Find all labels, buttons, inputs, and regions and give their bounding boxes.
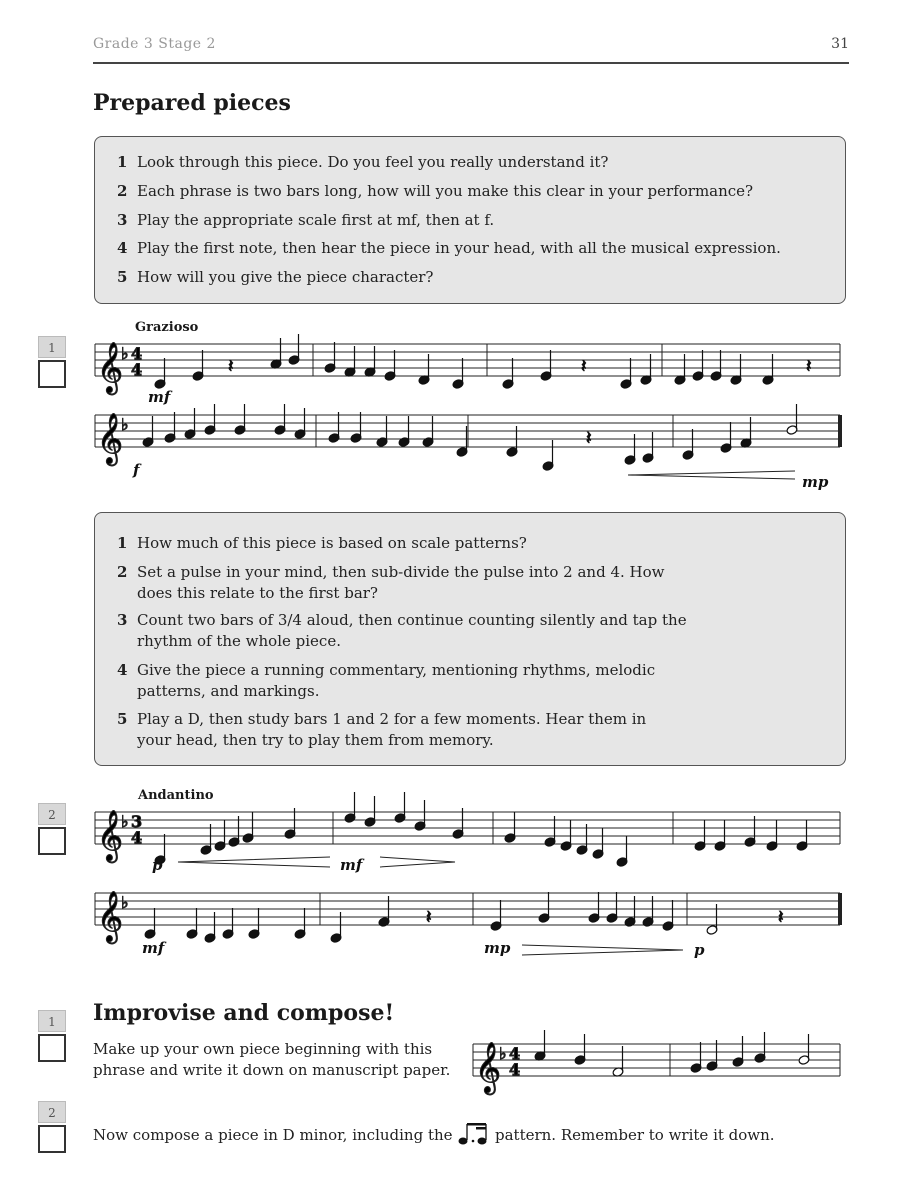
svg-text:4: 4 <box>131 828 143 847</box>
svg-text:4: 4 <box>131 360 143 379</box>
treble-clef-icon: 𝄞 <box>97 810 124 861</box>
svg-text:4: 4 <box>509 1060 521 1079</box>
dynamic-f: f <box>133 461 140 479</box>
section-title-improvise: Improvise and compose! <box>93 1000 395 1026</box>
flat-key-signature-icon: ♭ <box>121 415 129 434</box>
header-grade-stage: Grade 3 Stage 2 <box>93 36 216 52</box>
hairpin <box>522 945 683 955</box>
staff-system <box>95 342 840 395</box>
staff-system <box>473 1042 840 1095</box>
rest-icon: 𝄽 <box>778 907 784 928</box>
rest-icon: 𝄽 <box>806 356 812 377</box>
dynamic-mp: mp <box>802 473 829 491</box>
dynamic-mf: mf <box>340 856 363 874</box>
time-signature-icon: 4 <box>509 1044 521 1063</box>
rest-icon: 𝄽 <box>586 428 592 449</box>
flat-key-signature-icon: ♭ <box>121 893 129 912</box>
task-number: 2 <box>38 1101 66 1123</box>
hairpin <box>380 857 455 867</box>
task-2-text-after: pattern. Remember to write it down. <box>495 1126 775 1144</box>
time-signature-icon: 3 <box>131 812 143 831</box>
flat-key-signature-icon: ♭ <box>499 1044 507 1063</box>
dynamic-mf: mf <box>148 388 171 406</box>
page-number: 31 <box>831 36 849 52</box>
section-title-prepared-pieces: Prepared pieces <box>93 90 291 116</box>
task-2-text-before: Now compose a piece in D minor, including the <box>93 1126 453 1144</box>
hairpin <box>178 857 330 867</box>
rhythm-pattern-icon <box>459 1123 486 1144</box>
hairpin <box>628 471 795 479</box>
treble-clef-icon: 𝄞 <box>97 413 124 464</box>
questions-box-2: 1 How much of this piece is based on scale patterns? 2 Set a pulse in your mind, then sub-divide the pulse into 2 and 4. How does this relate to the first bar? 3 Count two bars of 3/4 aloud, then continue counting silently and tap the rhythm of the whole piece. 4 Give the piece a running commentary, mentioning rhythms, melodic patterns, and markings. 5 Play a D, then study bars 1 and 2 for a few moments. Hear them in your head, then try to play them from memory. <box>94 512 846 766</box>
dynamic-p: p <box>152 856 163 874</box>
time-signature-icon: 4 <box>131 344 143 363</box>
treble-clef-icon: 𝄞 <box>97 891 124 942</box>
rest-icon: 𝄽 <box>426 907 432 928</box>
staff-system <box>95 413 840 466</box>
tempo-marking: Grazioso <box>135 320 199 335</box>
treble-clef-icon: 𝄞 <box>97 342 124 393</box>
piece-number: 1 <box>38 336 66 358</box>
dynamic-mf: mf <box>142 939 165 957</box>
piece-number: 2 <box>38 803 66 825</box>
treble-clef-icon: 𝄞 <box>475 1042 502 1093</box>
questions-box-1: 1 Look through this piece. Do you feel you really understand it? 2 Each phrase is two bars long, how will you make this clear in your performance? 3 Play the appropriate scale first at mf, then at f. 4 Play the first note, then hear the piece in your head, with all the musical expression. 5 How will you give the piece character? <box>94 136 846 304</box>
rest-icon: 𝄽 <box>581 356 587 377</box>
tempo-marking: Andantino <box>138 788 214 803</box>
flat-key-signature-icon: ♭ <box>121 812 129 831</box>
task-number: 1 <box>38 1010 66 1032</box>
flat-key-signature-icon: ♭ <box>121 344 129 363</box>
rest-icon: 𝄽 <box>228 356 234 377</box>
task-1-line: Make up your own piece beginning with this <box>93 1040 433 1058</box>
task-1-line: phrase and write it down on manuscript paper. <box>93 1061 451 1079</box>
staff-system <box>95 810 840 863</box>
dynamic-p: p <box>694 941 705 959</box>
dynamic-mp: mp <box>484 939 511 957</box>
